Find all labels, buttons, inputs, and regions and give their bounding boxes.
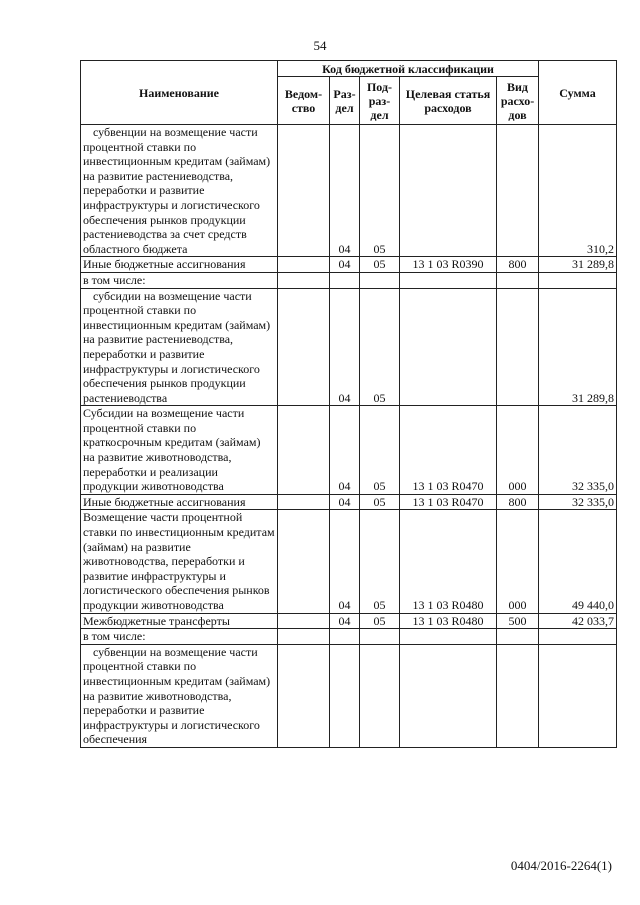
table-row [81, 494, 617, 510]
cell-expense-type [497, 272, 539, 288]
table-row [81, 613, 617, 629]
cell-vedomstvo [278, 125, 330, 257]
cell-name: Иные бюджетные ассигнования [81, 494, 278, 510]
header-vedomstvo: Ведом-ство [278, 77, 330, 125]
cell-razdel [330, 272, 360, 288]
cell-target-article: 13 1 03 R0390 [400, 257, 497, 273]
cell-razdel: 04 [330, 510, 360, 613]
header-expense-type: Вид расхо-дов [497, 77, 539, 125]
cell-podrazdel: 05 [360, 125, 400, 257]
cell-sum: 32 335,0 [539, 494, 617, 510]
cell-razdel: 04 [330, 257, 360, 273]
cell-target-article: 13 1 03 R0480 [400, 510, 497, 613]
cell-sum [539, 644, 617, 747]
header-classification-code: Код бюджетной классификации [278, 61, 539, 77]
cell-name: Иные бюджетные ассигнования [81, 257, 278, 273]
cell-razdel: 04 [330, 125, 360, 257]
cell-target-article: 13 1 03 R0470 [400, 406, 497, 495]
header-razdel: Раз-дел [330, 77, 360, 125]
budget-table [80, 60, 617, 748]
cell-podrazdel: 05 [360, 494, 400, 510]
cell-podrazdel: 05 [360, 510, 400, 613]
cell-sum [539, 272, 617, 288]
table-row [81, 644, 617, 747]
header-podrazdel: Под-раз-дел [360, 77, 400, 125]
cell-expense-type: 500 [497, 613, 539, 629]
cell-target-article [400, 629, 497, 645]
cell-target-article [400, 272, 497, 288]
cell-vedomstvo [278, 288, 330, 406]
table-row [81, 406, 617, 495]
table-row [81, 125, 617, 257]
cell-sum: 42 033,7 [539, 613, 617, 629]
cell-podrazdel: 05 [360, 288, 400, 406]
document-code: 0404/2016-2264(1) [510, 858, 612, 873]
cell-podrazdel [360, 629, 400, 645]
table-row [81, 257, 617, 273]
table-row [81, 272, 617, 288]
cell-podrazdel: 05 [360, 406, 400, 495]
cell-name: в том числе: [81, 272, 278, 288]
cell-name: в том числе: [81, 629, 278, 645]
cell-expense-type [497, 125, 539, 257]
cell-sum: 310,2 [539, 125, 617, 257]
cell-sum: 31 289,8 [539, 257, 617, 273]
cell-expense-type [497, 288, 539, 406]
cell-vedomstvo [278, 613, 330, 629]
cell-podrazdel: 05 [360, 257, 400, 273]
cell-razdel [330, 644, 360, 747]
cell-expense-type [497, 629, 539, 645]
cell-sum: 32 335,0 [539, 406, 617, 495]
cell-name: Субсидии на возмещение части процентной ставки по краткосрочным кредитам (займам) на развитие животноводства, переработки и реализации продукции животноводства [81, 406, 278, 495]
cell-name: субсидии на возмещение части процентной ставки по инвестиционным кредитам (займам) на развитие растениеводства, переработки и развитие инфраструктуры и логистического обеспечения рынков продукции растениеводства [81, 288, 278, 406]
cell-vedomstvo [278, 272, 330, 288]
cell-expense-type: 000 [497, 510, 539, 613]
cell-expense-type: 000 [497, 406, 539, 495]
cell-expense-type [497, 644, 539, 747]
cell-name: Возмещение части процентной ставки по инвестиционным кредитам (займам) на развитие животноводства, переработки и развитие инфраструктуры и логистического обеспечения рынков продукции животноводства [81, 510, 278, 613]
cell-razdel: 04 [330, 494, 360, 510]
cell-vedomstvo [278, 257, 330, 273]
cell-target-article: 13 1 03 R0470 [400, 494, 497, 510]
cell-expense-type: 800 [497, 494, 539, 510]
header-sum: Сумма [539, 61, 617, 125]
header-target-article: Целевая статья расходов [400, 77, 497, 125]
cell-sum [539, 629, 617, 645]
cell-name: субвенции на возмещение части процентной ставки по инвестиционным кредитам (займам) на развитие животноводства, переработки и развитие инфраструктуры и логистического обеспечения [81, 644, 278, 747]
cell-vedomstvo [278, 406, 330, 495]
cell-name: Межбюджетные трансферты [81, 613, 278, 629]
cell-podrazdel: 05 [360, 613, 400, 629]
cell-vedomstvo [278, 644, 330, 747]
page-number: 54 [313, 38, 327, 53]
cell-expense-type: 800 [497, 257, 539, 273]
cell-podrazdel [360, 272, 400, 288]
cell-vedomstvo [278, 494, 330, 510]
table-row [81, 510, 617, 613]
table-row [81, 288, 617, 406]
cell-podrazdel [360, 644, 400, 747]
cell-razdel: 04 [330, 288, 360, 406]
cell-razdel: 04 [330, 406, 360, 495]
cell-target-article: 13 1 03 R0480 [400, 613, 497, 629]
cell-sum: 31 289,8 [539, 288, 617, 406]
cell-name: субвенции на возмещение части процентной ставки по инвестиционным кредитам (займам) на развитие растениеводства, переработки и развитие инфраструктуры и логистического обеспечения рынков продукции растениеводства за счет средств областного бюджета [81, 125, 278, 257]
cell-target-article [400, 125, 497, 257]
cell-razdel [330, 629, 360, 645]
cell-target-article [400, 644, 497, 747]
cell-target-article [400, 288, 497, 406]
table-row [81, 629, 617, 645]
header-name: Наименование [81, 61, 278, 125]
cell-razdel: 04 [330, 613, 360, 629]
cell-vedomstvo [278, 629, 330, 645]
table-body [81, 125, 617, 748]
cell-sum: 49 440,0 [539, 510, 617, 613]
cell-vedomstvo [278, 510, 330, 613]
